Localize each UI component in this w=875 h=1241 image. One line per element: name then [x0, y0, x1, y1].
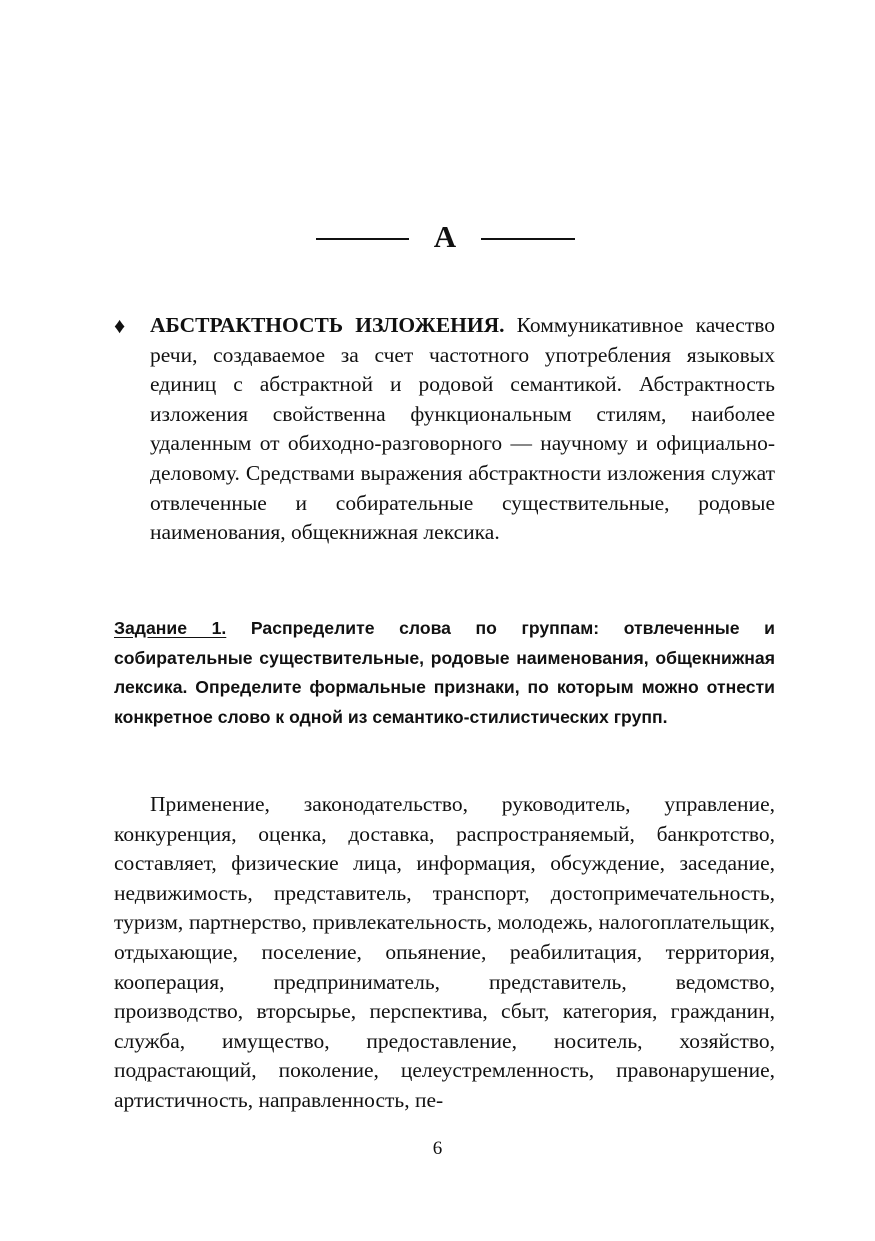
- heading-rule-left: [316, 238, 409, 240]
- heading-rule-right: [481, 238, 575, 240]
- diamond-bullet-icon: ♦: [114, 313, 126, 338]
- task-text: Распределите слова по группам: отвлеченные и собирательные существительные, родовые наименования, общекнижная лексика. Определите формальные признаки, по которым можно отнести конкретное слово к одной из семантико-стилистических групп.: [114, 618, 775, 727]
- word-list-paragraph: Применение, законодательство, руководитель, управление, конкуренция, оценка, доставка, распространяемый, банкротство, составляет, физические лица, информация, обсуждение, заседание, недвижимость, представитель, транспорт, достопримечательность, туризм, партнерство, привлекательность, молодежь, налогоплательщик, отдыхающие, поселение, опьянение, реабилитация, территория, кооперация, предприниматель, представитель, ведомство, производство, вторсырье, перспектива, сбыт, категория, гражданин, служба, имущество, предоставление, носитель, хозяйство, подрастающий, поколение, целеустремленность, правонарушение, артистичность, направленность, пе-: [114, 792, 775, 1112]
- page-number: 6: [432, 1138, 443, 1159]
- task-block: [114, 614, 775, 732]
- section-heading: [0, 214, 875, 260]
- task-label: Задание 1.: [114, 618, 227, 638]
- entry-term: АБСТРАКТНОСТЬ ИЗЛОЖЕНИЯ.: [150, 313, 505, 337]
- entry-definition: Коммуникативное качество речи, создаваемое за счет частотного употребления языковых единиц с абстрактной и родовой семантикой. Абстрактность изложения свойственна функциональным стилям, наиболее удаленным от обиходно-разговорного — научному и официально-деловому. Средствами выражения абстрактности изложения служат отвлеченные и собирательные существительные, родовые наименования, общекнижная лексика.: [150, 313, 775, 545]
- dictionary-entry: [114, 311, 775, 548]
- section-letter: А: [433, 219, 457, 254]
